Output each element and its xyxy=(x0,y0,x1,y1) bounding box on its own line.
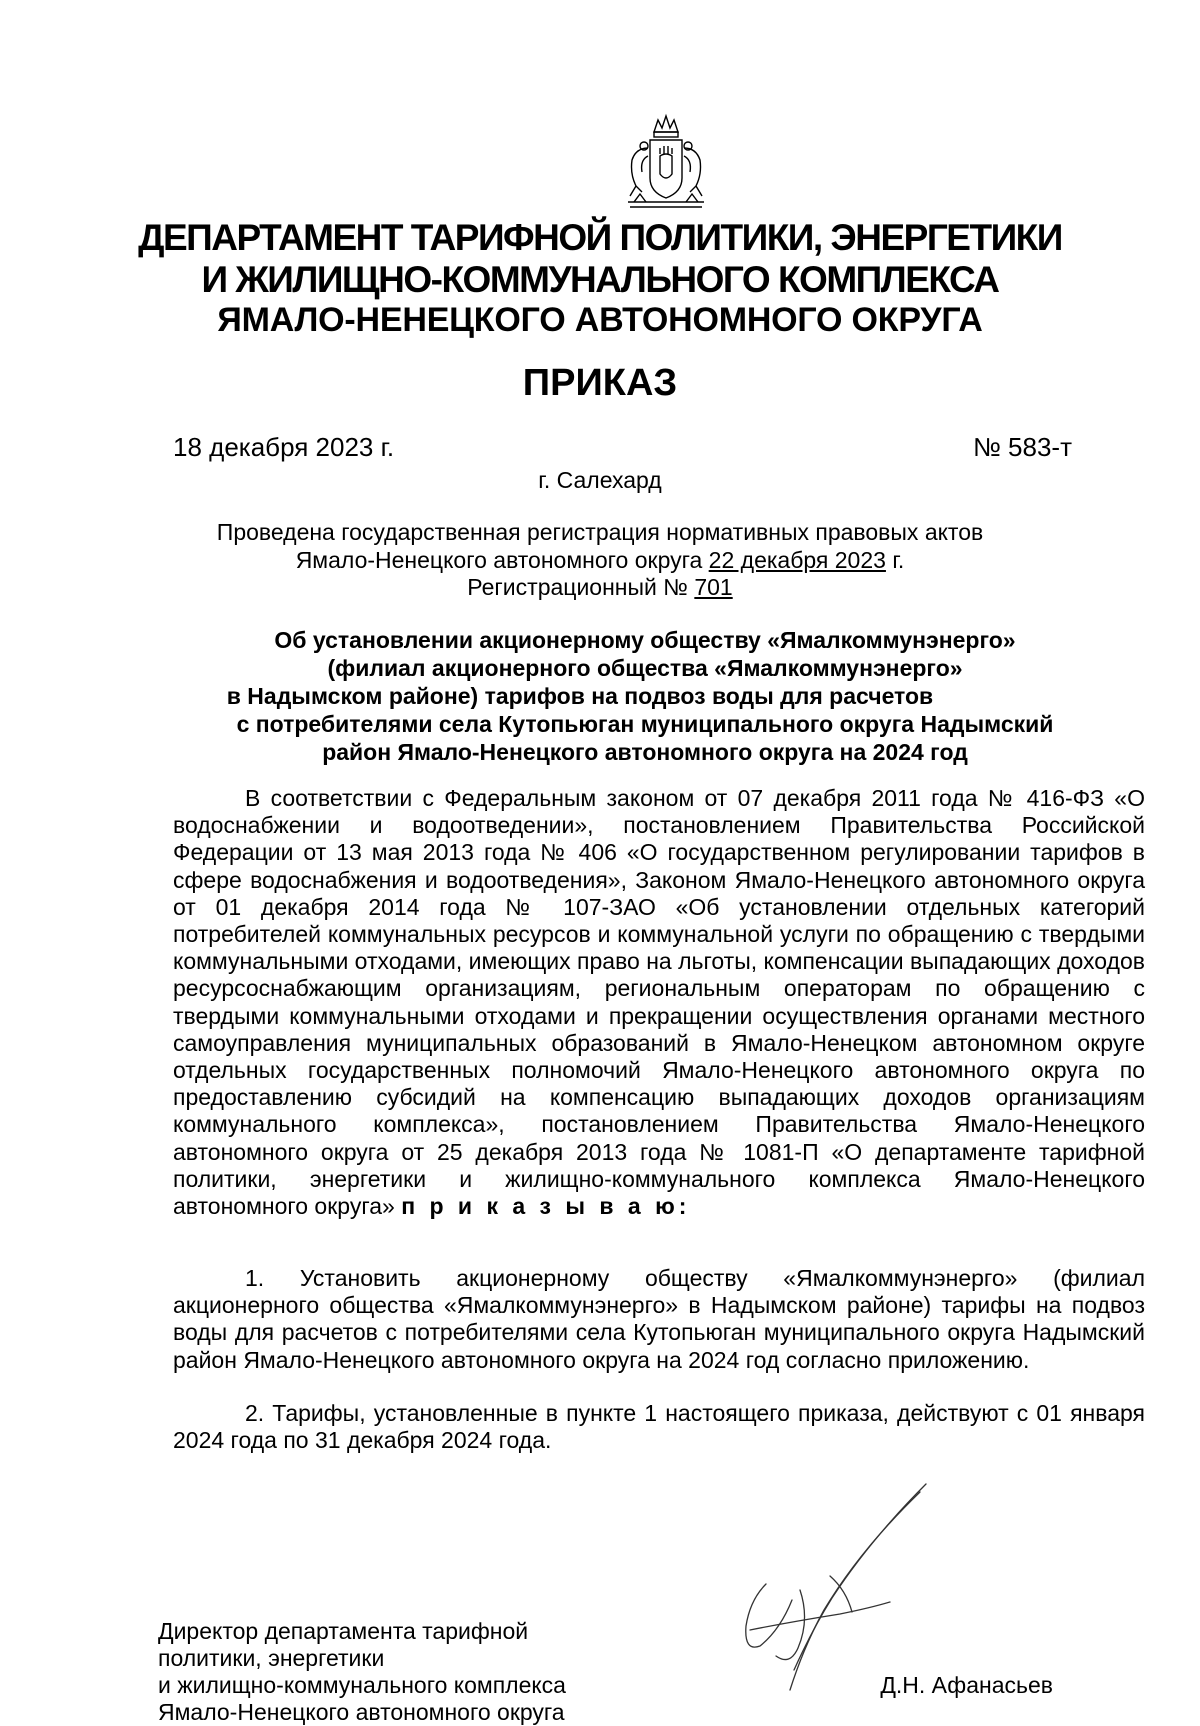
department-name-line-2: И ЖИЛИЩНО-КОММУНАЛЬНОГО КОМПЛЕКСА xyxy=(201,259,999,300)
subject-line-3: в Надымском районе) тарифов на подвоз воды для расчетов xyxy=(226,683,934,709)
subject-line-1: Об установлении акционерному обществу «Ямалкоммунэнерго» xyxy=(274,627,1016,653)
ymao-coat-of-arms-icon xyxy=(620,112,712,216)
signatory-title-line-2: политики, энергетики xyxy=(158,1645,385,1671)
signatory-title xyxy=(158,1618,566,1726)
order-item-1: 1. Установить акционерному обществу «Ямалкоммунэнерго» (филиал акционерного общества «Ямалкоммунэнерго» в Надымском районе) тарифы на подвоз воды для расчетов с потребителями села Кутопьюган муниципального округа Надымский район Ямало-Ненецкого автономного округа на 2024 год согласно приложению. xyxy=(173,1265,1145,1373)
subject-line-4: с потребителями села Кутопьюган муниципального округа Надымский xyxy=(236,711,1054,737)
signatory-title-line-1: Директор департамента тарифной xyxy=(158,1618,529,1644)
signatory-title-line-4: Ямало-Ненецкого автономного округа xyxy=(158,1699,565,1725)
signatory-name: Д.Н. Афанасьев xyxy=(880,1672,1053,1698)
registration-line-3 xyxy=(0,573,1200,602)
registration-date: 22 декабря 2023 xyxy=(708,547,886,573)
registration-line-2 xyxy=(0,546,1200,575)
registration-year-suffix: г. xyxy=(885,547,905,573)
order-number: № 583-т xyxy=(972,432,1072,462)
document-type: ПРИКАЗ xyxy=(522,362,678,404)
preamble-paragraph xyxy=(173,785,1145,1220)
registration-region: Ямало-Ненецкого автономного округа xyxy=(295,547,709,573)
department-name-line-1: ДЕПАРТАМЕНТ ТАРИФНОЙ ПОЛИТИКИ, ЭНЕРГЕТИКИ xyxy=(138,217,1062,258)
preamble-text: В соответствии с Федеральным законом от 07 декабря 2011 года № 416-ФЗ «О водоснабжении и водоотведении», постановлением Правительства Российской Федерации от 13 мая 2013 года № 406 «О государственном регулировании тарифов в сфере водоснабжения и водоотведения», Законом Ямало-Ненецкого автономного округа от 01 декабря 2014 года № 107-ЗАО «Об установлении отдельных категорий потребителей коммунальных ресурсов и коммунальной услуги по обращению с твердыми коммунальными отходами, имеющих право на льготы, компенсации выпадающих доходов ресурсоснабжающим организациям, региональным операторам по обращению с твердыми коммунальными отходами и прекращении осуществления органами местного самоуправления муниципальных образований в Ямало-Ненецком автономном округе отдельных государственных полномочий Ямало-Ненецкого автономного округа по предоставлению субсидий на компенсацию выпадающих доходов организациям коммунального комплекса», постановлением Правительства Ямало-Ненецкого автономного округа от 25 декабря 2013 года № 1081-П «О департаменте тарифной политики, энергетики и жилищно-коммунального комплекса Ямало-Ненецкого автономного округа» xyxy=(173,785,1145,1220)
department-name-line-3: ЯМАЛО-НЕНЕЦКОГО АВТОНОМНОГО ОКРУГА xyxy=(217,301,983,339)
order-word: п р и к а з ы в а ю: xyxy=(401,1193,691,1220)
signatory-title-line-3: и жилищно-коммунального комплекса xyxy=(158,1672,566,1698)
order-item-2: 2. Тарифы, установленные в пункте 1 настоящего приказа, действуют с 01 января 2024 года по 31 декабря 2024 года. xyxy=(173,1400,1145,1454)
order-city: г. Салехард xyxy=(538,467,662,493)
subject-line-2: (филиал акционерного общества «Ямалкоммунэнерго» xyxy=(327,655,963,681)
registration-number: 701 xyxy=(694,574,733,600)
order-date: 18 декабря 2023 г. xyxy=(173,432,395,462)
subject-line-5: район Ямало-Ненецкого автономного округа на 2024 год xyxy=(322,739,968,765)
registration-line-1: Проведена государственная регистрация нормативных правовых актов xyxy=(216,519,984,545)
registration-number-label: Регистрационный № xyxy=(467,574,695,600)
handwritten-signature-icon xyxy=(720,1480,940,1697)
